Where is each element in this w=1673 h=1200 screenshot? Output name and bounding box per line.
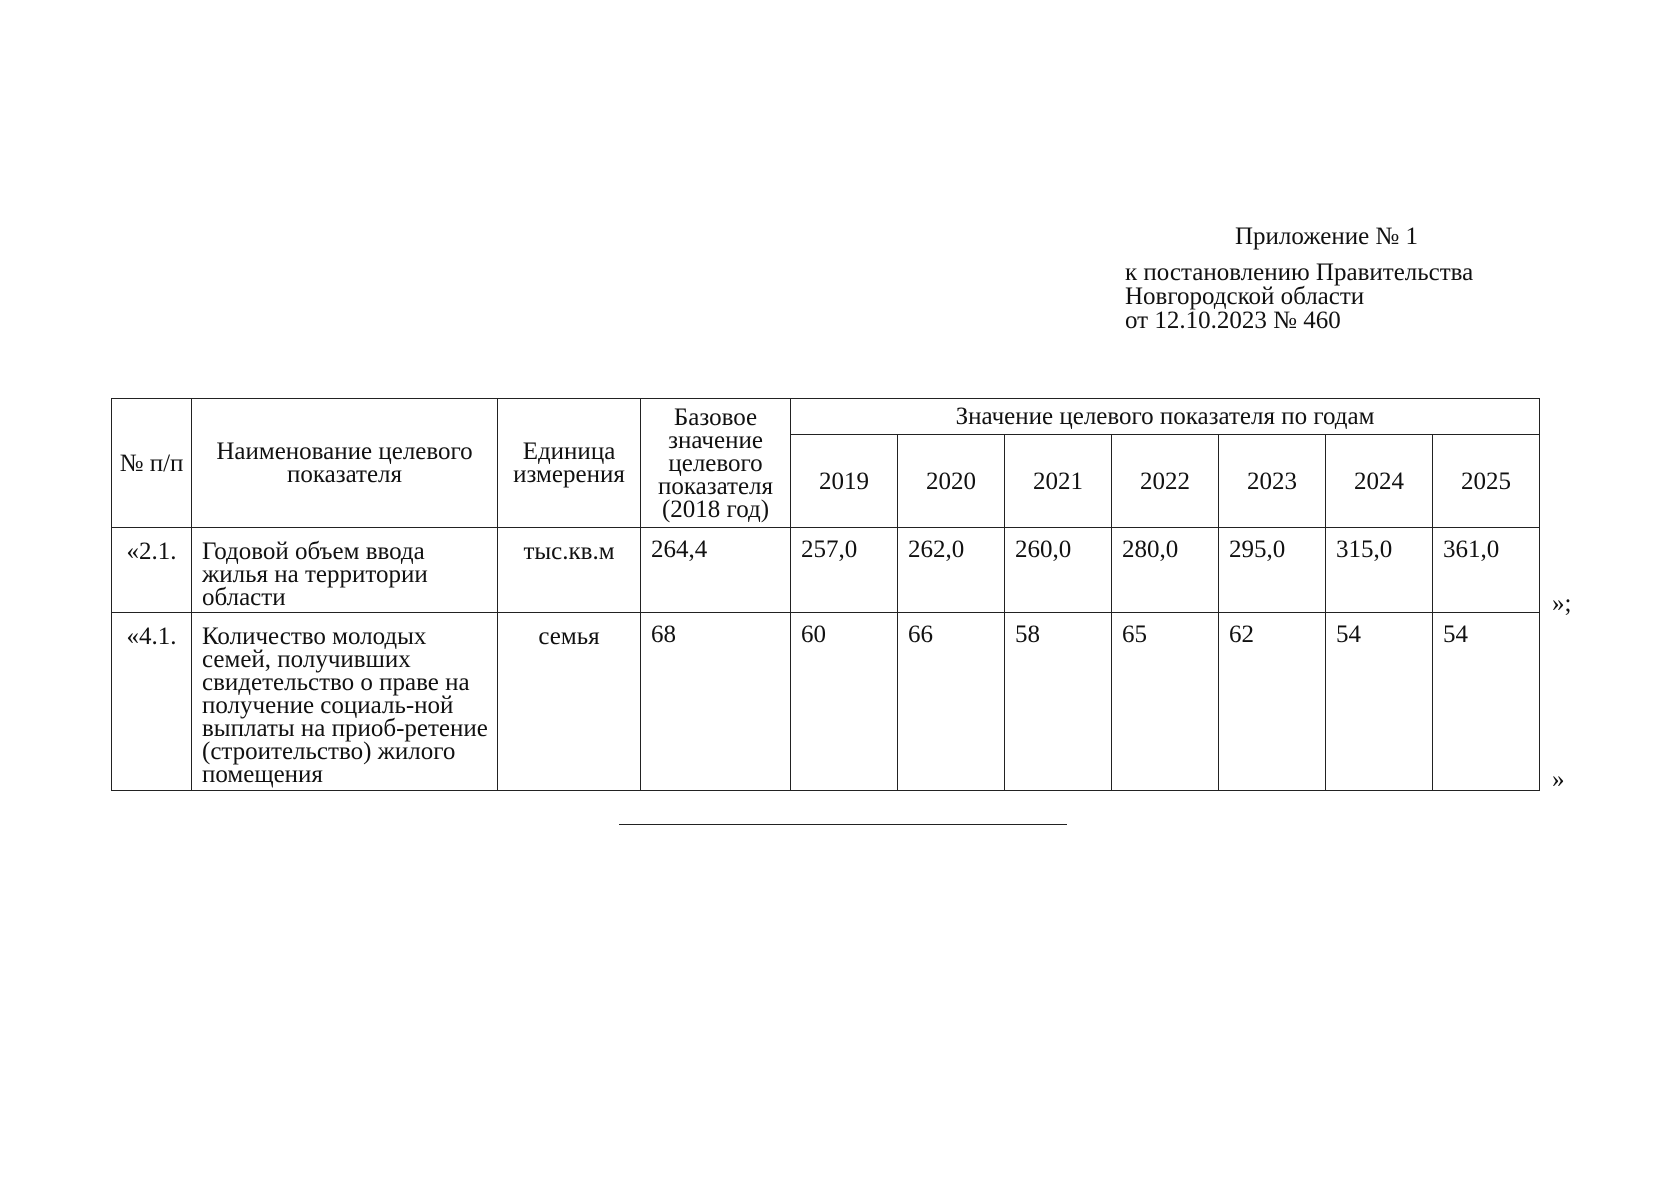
header-year: 2022	[1112, 435, 1219, 528]
row-year-value: 60	[791, 613, 898, 791]
indicators-table	[111, 398, 1540, 791]
header-year: 2020	[898, 435, 1005, 528]
row-year-value: 315,0	[1326, 528, 1433, 613]
row-year-value: 65	[1112, 613, 1219, 791]
header-year: 2024	[1326, 435, 1433, 528]
row-year-value: 260,0	[1005, 528, 1112, 613]
header-name: Наименование целевого показателя	[192, 399, 498, 528]
row-unit: тыс.кв.м	[498, 528, 641, 613]
row-year-value: 262,0	[898, 528, 1005, 613]
table-row	[112, 613, 1540, 791]
appendix-title: Приложение № 1	[1235, 223, 1419, 250]
row-closing-quote: »	[1552, 766, 1565, 793]
appendix-line-3: от 12.10.2023 № 460	[1125, 307, 1341, 334]
separator-line	[619, 824, 1067, 825]
row-closing-quote: »;	[1552, 590, 1572, 617]
row-year-value: 58	[1005, 613, 1112, 791]
appendix-header	[1125, 225, 1545, 333]
row-year-value: 295,0	[1219, 528, 1326, 613]
row-year-value: 257,0	[791, 528, 898, 613]
table-row	[112, 528, 1540, 613]
header-num: № п/п	[112, 399, 192, 528]
header-row	[112, 399, 1540, 435]
appendix-line-2: Новгородской области	[1125, 283, 1365, 310]
row-name: Годовой объем ввода жилья на территории области	[192, 528, 498, 613]
row-year-value: 62	[1219, 613, 1326, 791]
header-year: 2025	[1433, 435, 1540, 528]
row-base-value: 68	[641, 613, 791, 791]
header-base: Базовое значение целевого показателя (2018 год)	[641, 399, 791, 528]
header-unit: Единица измерения	[498, 399, 641, 528]
row-num: «4.1.	[112, 613, 192, 791]
header-year: 2019	[791, 435, 898, 528]
row-year-value: 54	[1326, 613, 1433, 791]
row-year-value: 66	[898, 613, 1005, 791]
row-num: «2.1.	[112, 528, 192, 613]
header-year: 2021	[1005, 435, 1112, 528]
row-year-value: 54	[1433, 613, 1540, 791]
row-base-value: 264,4	[641, 528, 791, 613]
row-year-value: 280,0	[1112, 528, 1219, 613]
header-year: 2023	[1219, 435, 1326, 528]
header-years-group: Значение целевого показателя по годам	[791, 399, 1540, 435]
row-name: Количество молодых семей, получивших свидетельство о праве на получение социаль-ной выплаты на приоб-ретение (строительство) жилого помещения	[192, 613, 498, 791]
row-unit: семья	[498, 613, 641, 791]
appendix-line-1: к постановлению Правительства	[1125, 259, 1474, 286]
row-year-value: 361,0	[1433, 528, 1540, 613]
